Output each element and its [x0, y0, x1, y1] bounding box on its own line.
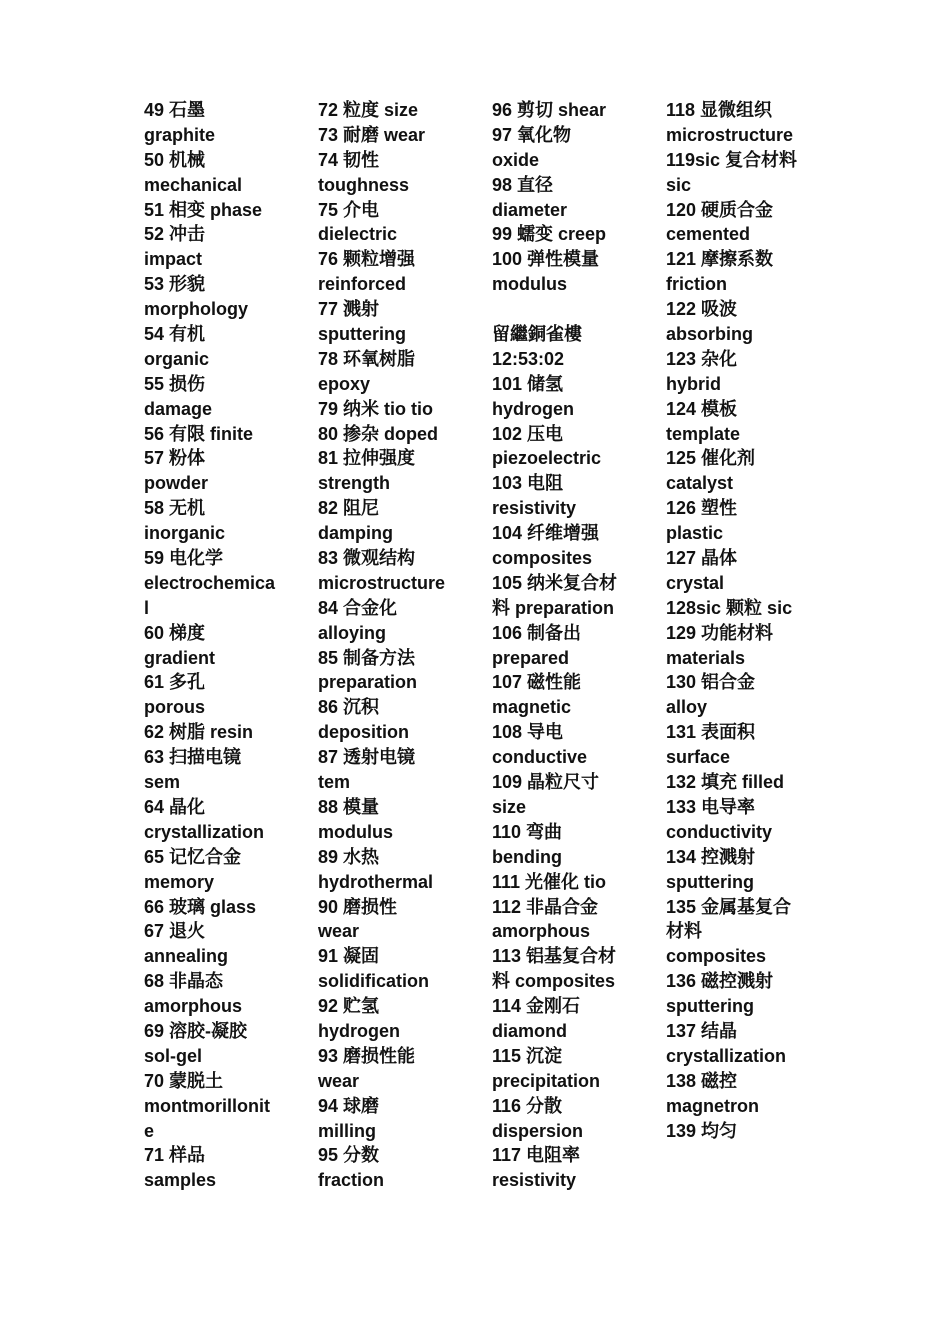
term-line: 125 催化剂 — [666, 448, 756, 469]
term-line: resistivity — [492, 498, 577, 519]
term-line: 58 无机 — [144, 498, 206, 519]
term-line: damage — [144, 398, 213, 419]
term-line: precipitation — [492, 1070, 601, 1091]
term-line: 67 退火 — [144, 921, 206, 942]
term-line: 104 纤维增强 — [492, 523, 600, 544]
term-line: tem — [318, 772, 351, 793]
term-line: diameter — [492, 199, 568, 220]
term-line: prepared — [492, 647, 570, 668]
term-line: 72 粒度 size — [318, 100, 419, 120]
term-line: microstructure — [318, 572, 446, 593]
term-line: dispersion — [492, 1120, 584, 1141]
term-line: crystallization — [666, 1045, 787, 1066]
term-line: materials — [666, 647, 746, 668]
term-line: 52 冲击 — [144, 224, 206, 245]
term-line: 82 阻尼 — [318, 498, 380, 519]
term-line: strength — [318, 473, 390, 494]
term-line: 80 掺杂 doped — [318, 423, 439, 444]
term-line: 120 硬质合金 — [666, 199, 774, 220]
term-line: 70 蒙脱土 — [144, 1070, 224, 1091]
term-line: 89 水热 — [318, 846, 380, 867]
term-line: fraction — [318, 1170, 385, 1191]
term-line: alloy — [666, 697, 708, 718]
term-line: crystallization — [144, 821, 265, 842]
term-line: plastic — [666, 523, 724, 544]
term-line: 59 电化学 — [144, 548, 224, 569]
term-line: powder — [144, 473, 209, 494]
term-line: wear — [318, 921, 360, 942]
term-line: morphology — [144, 299, 248, 320]
term-line: 106 制备出 — [492, 622, 582, 643]
term-line: solidification — [318, 971, 430, 992]
term-line: electrochemica — [144, 572, 276, 593]
term-line: bending — [492, 846, 562, 867]
term-line: sol-gel — [144, 1045, 203, 1066]
term-line: 91 凝固 — [318, 946, 380, 967]
term-line: sputtering — [318, 324, 406, 345]
term-line: 137 结晶 — [666, 1020, 738, 1041]
term-line: sem — [144, 772, 181, 793]
term-column-1 — [144, 98, 314, 1193]
term-line: catalyst — [666, 473, 734, 494]
term-line: 129 功能材料 — [666, 622, 774, 643]
term-line: 102 压电 — [492, 423, 564, 444]
term-line: 53 形貌 — [144, 274, 206, 295]
term-line: absorbing — [666, 324, 754, 345]
term-line: toughness — [318, 174, 410, 195]
term-line: organic — [144, 348, 210, 369]
term-line: 68 非晶态 — [144, 971, 224, 992]
term-line: gradient — [144, 647, 216, 668]
term-line: 90 磨损性 — [318, 896, 398, 917]
term-line: 87 透射电镜 — [318, 747, 416, 768]
term-line: 128sic 颗粒 sic — [666, 597, 793, 618]
term-line: 62 树脂 resin — [144, 722, 254, 743]
term-line: 130 铝合金 — [666, 672, 756, 693]
term-line: sic — [666, 174, 692, 195]
term-line: 103 电阻 — [492, 473, 564, 494]
term-line: 75 介电 — [318, 199, 380, 220]
term-line: 92 贮氢 — [318, 996, 380, 1017]
term-line: cemented — [666, 224, 751, 245]
term-line: 124 模板 — [666, 398, 738, 419]
term-line: 114 金刚石 — [492, 996, 581, 1017]
term-line: 110 弯曲 — [492, 821, 563, 842]
term-line: 64 晶化 — [144, 796, 206, 817]
term-column-2 — [318, 98, 488, 1193]
term-line: 135 金属基复合 — [666, 896, 792, 917]
term-line: 留繼銅雀樓 — [492, 324, 582, 345]
term-line: deposition — [318, 722, 409, 743]
term-line: 50 机械 — [144, 149, 206, 170]
term-line: 料 preparation — [492, 597, 615, 618]
term-line: wear — [318, 1070, 360, 1091]
term-line: 100 弹性模量 — [492, 249, 600, 270]
term-line: porous — [144, 697, 205, 718]
term-line: 136 磁控溅射 — [666, 971, 774, 992]
term-line: 116 分散 — [492, 1095, 563, 1116]
term-line: sputtering — [666, 871, 754, 892]
term-line: oxide — [492, 149, 540, 170]
term-line: 95 分数 — [318, 1145, 380, 1166]
term-line: template — [666, 423, 741, 444]
term-line: 105 纳米复合材 — [492, 572, 618, 593]
term-line: 96 剪切 shear — [492, 100, 607, 120]
term-line: composites — [666, 946, 767, 967]
term-line: friction — [666, 274, 727, 295]
term-line: hydrothermal — [318, 871, 434, 892]
term-line: modulus — [318, 821, 393, 842]
term-line: inorganic — [144, 523, 226, 544]
term-line: piezoelectric — [492, 448, 602, 469]
term-line: 112 非晶合金 — [492, 896, 599, 917]
term-line: 73 耐磨 wear — [318, 124, 426, 145]
term-line: graphite — [144, 124, 216, 145]
term-line: 132 填充 filled — [666, 772, 785, 793]
term-line: damping — [318, 523, 393, 544]
term-line: 122 吸波 — [666, 299, 738, 320]
term-line: 78 环氧树脂 — [318, 348, 416, 369]
term-line: amorphous — [492, 921, 591, 942]
term-line: surface — [666, 747, 731, 768]
term-line: 107 磁性能 — [492, 672, 582, 693]
term-line: 55 损伤 — [144, 373, 206, 394]
term-line: 81 拉伸强度 — [318, 448, 416, 469]
term-line: 127 晶体 — [666, 548, 738, 569]
term-line: 98 直径 — [492, 174, 554, 195]
term-line: 12:53:02 — [492, 348, 565, 369]
term-line: annealing — [144, 946, 229, 967]
term-line: modulus — [492, 274, 567, 295]
term-line: 117 电阻率 — [492, 1145, 581, 1166]
term-line: 63 扫描电镜 — [144, 747, 242, 768]
term-line: diamond — [492, 1020, 567, 1041]
term-line: 101 储氢 — [492, 373, 564, 394]
term-line: 94 球磨 — [318, 1095, 380, 1116]
term-line: 111 光催化 tio — [492, 871, 607, 892]
term-line: size — [492, 796, 527, 817]
term-line: 113 铝基复合材 — [492, 946, 617, 967]
term-line: 材料 — [666, 921, 702, 942]
term-line: microstructure — [666, 124, 794, 145]
term-line: 料 composites — [492, 971, 616, 992]
term-line: 57 粉体 — [144, 448, 206, 469]
term-line: hydrogen — [318, 1020, 401, 1041]
term-line: composites — [492, 548, 593, 569]
term-line: crystal — [666, 572, 725, 593]
term-line: 126 塑性 — [666, 498, 738, 519]
term-line: 138 磁控 — [666, 1070, 738, 1091]
term-line: 139 均匀 — [666, 1120, 738, 1141]
term-line: 60 梯度 — [144, 622, 206, 643]
term-line: 83 微观结构 — [318, 548, 416, 569]
term-line: 133 电导率 — [666, 796, 756, 817]
term-line: resistivity — [492, 1170, 577, 1191]
term-line: reinforced — [318, 274, 407, 295]
term-line: 99 蠕变 creep — [492, 224, 607, 245]
term-line: 115 沉淀 — [492, 1045, 563, 1066]
term-line: 54 有机 — [144, 324, 206, 345]
term-line: 93 磨损性能 — [318, 1045, 416, 1066]
term-line: 74 韧性 — [318, 149, 380, 170]
term-line: 109 晶粒尺寸 — [492, 772, 600, 793]
term-line: 97 氧化物 — [492, 124, 572, 145]
term-line: 134 控溅射 — [666, 846, 756, 867]
term-line: 66 玻璃 glass — [144, 896, 257, 917]
term-line: hybrid — [666, 373, 722, 394]
term-line: 121 摩擦系数 — [666, 249, 774, 270]
term-line: 79 纳米 tio tio — [318, 398, 434, 419]
term-line: 69 溶胶-凝胶 — [144, 1020, 248, 1041]
term-line: sputtering — [666, 996, 754, 1017]
term-line: 86 沉积 — [318, 697, 380, 718]
term-column-3 — [492, 98, 662, 1193]
term-line: 119sic 复合材料 — [666, 149, 798, 170]
term-line: conductive — [492, 747, 588, 768]
term-line: 131 表面积 — [666, 722, 756, 743]
term-line: impact — [144, 249, 203, 270]
term-line: 118 显微组织 — [666, 100, 773, 120]
term-line: hydrogen — [492, 398, 575, 419]
term-line: alloying — [318, 622, 387, 643]
term-line: 85 制备方法 — [318, 647, 416, 668]
term-line: preparation — [318, 672, 418, 693]
term-line: epoxy — [318, 373, 371, 394]
term-line: mechanical — [144, 174, 243, 195]
term-line: montmorillonit — [144, 1095, 270, 1116]
term-line: 123 杂化 — [666, 348, 738, 369]
term-line: samples — [144, 1170, 217, 1191]
term-line: milling — [318, 1120, 376, 1141]
term-line: 108 导电 — [492, 722, 564, 743]
term-line: l — [144, 597, 150, 618]
term-line: 56 有限 finite — [144, 423, 254, 444]
term-line: dielectric — [318, 224, 398, 245]
term-line: conductivity — [666, 821, 773, 842]
term-line: 51 相变 phase — [144, 199, 263, 220]
term-column-4 — [666, 98, 836, 1143]
term-line: 76 颗粒增强 — [318, 249, 416, 270]
term-line: 65 记忆合金 — [144, 846, 242, 867]
term-line: memory — [144, 871, 215, 892]
term-line: 77 溅射 — [318, 299, 380, 320]
term-line: 88 模量 — [318, 796, 380, 817]
term-line: 61 多孔 — [144, 672, 206, 693]
term-line: magnetron — [666, 1095, 760, 1116]
term-line: amorphous — [144, 996, 243, 1017]
term-line: 71 样品 — [144, 1145, 206, 1166]
term-line: 84 合金化 — [318, 597, 398, 618]
term-line — [492, 297, 662, 322]
term-line: e — [144, 1120, 155, 1141]
term-line: magnetic — [492, 697, 572, 718]
term-line: 49 石墨 — [144, 100, 206, 120]
